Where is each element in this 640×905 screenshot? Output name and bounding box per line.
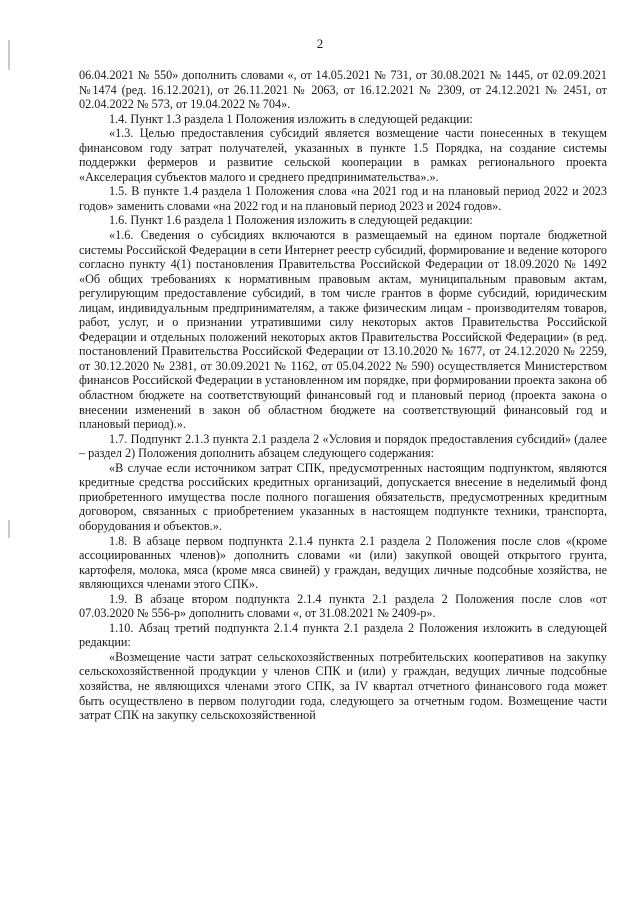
paragraph: 1.10. Абзац третий подпункта 2.1.4 пункта 2.1 раздела 2 Положения изложить в следующей редакции:	[79, 620, 607, 650]
paragraph: 1.6. Пункт 1.6 раздела 1 Положения изложить в следующей редакции:	[109, 213, 473, 228]
paragraph: «Возмещение части затрат сельскохозяйственных потребительских кооперативов на закупку сельскохозяйственной продукции у членов СПК и (или) у граждан, ведущих личные подсобные хозяйства, не являющихся членами этого СПК, за IV квартал отчетного финансового года может быть осуществлено в первом полугодии года, следующего за отчетным годом. Возмещение части затрат СПК на закупку сельскохозяйственной	[79, 649, 607, 723]
paragraph: «1.3. Целью предоставления субсидий является возмещение части понесенных в текущем финансовом году затрат получателей, указанных в пункте 1.5 Порядка, на создание системы поддержки фермеров и развитие сельской кооперации в рамках регионального проекта «Акселерация субъектов малого и среднего предпринимательства».».	[79, 126, 607, 184]
scan-edge-mark	[8, 520, 10, 538]
paragraph: 1.9. В абзаце втором подпункта 2.1.4 пункта 2.1 раздела 2 Положения после слов «от 07.03.2020 № 556-р» дополнить словами «, от 31.08.2021 № 2409-р».	[79, 591, 607, 621]
paragraph: 06.04.2021 № 550» дополнить словами «, от 14.05.2021 № 731, от 30.08.2021 № 1445, от 02.09.2021 №1474 (ред. 16.12.2021), от 26.11.2021 № 2063, от 16.12.2021 № 2309, от 24.12.2021 № 2451, от 02.04.2022 № 573, от 19.04.2022 № 704».	[79, 68, 607, 112]
paragraph: 1.8. В абзаце первом подпункта 2.1.4 пункта 2.1 раздела 2 Положения после слов «(кроме ассоциированных членов)» дополнить словами «и (или) закупкой овощей открытого грунта, картофеля, молока, мяса (кроме мяса свиней) у граждан, ведущих личные подсобные хозяйства, не являющихся членами этого СПК».	[79, 533, 607, 592]
paragraph: 1.5. В пункте 1.4 раздела 1 Положения слова «на 2021 год и на плановый период 2022 и 2023 годов» заменить словами «на 2022 год и на плановый период 2023 и 2024 годов».	[79, 184, 607, 213]
paragraph: 1.4. Пункт 1.3 раздела 1 Положения изложить в следующей редакции:	[109, 111, 473, 126]
paragraph: «В случае если источником затрат СПК, предусмотренных настоящим подпунктом, являются кредитные средства российских кредитных организаций, допускается внесение в неделимый фонд приобретенного имущества после полного погашения обязательств, предусмотренных кредитным договором, связанных с приобретением указанных в настоящем подпункте техники, транспорта, оборудования и объектов.».	[79, 460, 607, 533]
paragraph: 1.7. Подпункт 2.1.3 пункта 2.1 раздела 2 «Условия и порядок предоставления субсидий» (далее – раздел 2) Положения дополнить абзацем следующего содержания:	[79, 431, 607, 461]
paragraph: «1.6. Сведения о субсидиях включаются в размещаемый на едином портале бюджетной системы Российской Федерации в сети Интернет реестр субсидий, формирование и ведение которого согласно пункту 4(1) постановления Правительства Российской Федерации от 18.09.2020 № 1492 «Об общих требованиях к нормативным правовым актам, муниципальным правовым актам, регулирующим предоставление субсидий, в том числе грантов в форме субсидий, юридическим лицам, индивидуальным предпринимателям, а также физическим лицам - производителям товаров, работ, услуг, и о признании утратившими силу некоторых актов Правительства Российской Федерации и отдельных положений некоторых актов Правительства Российской Федерации» (в ред. постановлений Правительства Российской Федерации от 13.10.2020 № 1677, от 24.12.2020 № 2259, от 30.12.2020 № 2381, от 30.09.2021 № 1162, от 05.04.2022 № 590) осуществляется Министерством финансов Российской Федерации в установленном им порядке, при формировании проекта закона об областном бюджете на соответствующий финансовый год и плановый период (проекта закона о внесении изменений в закон об областном бюджете на соответствующий финансовый год и плановый период).».	[79, 228, 607, 432]
page-number: 2	[316, 36, 324, 51]
document-body	[79, 68, 607, 723]
